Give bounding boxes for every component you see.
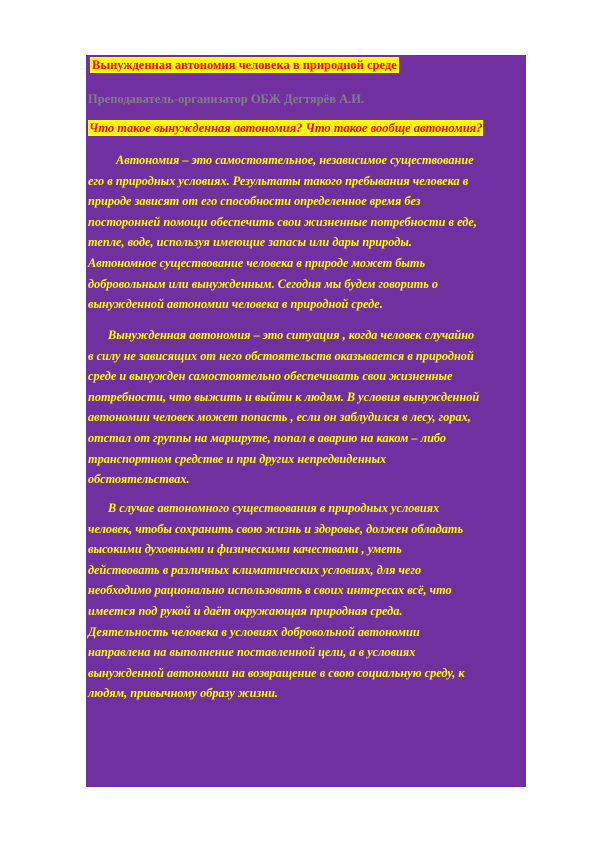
text-line: посторонней помощи обеспечить свои жизненные потребности в еде, [88, 214, 477, 229]
text-line: вынужденной автономии человека в природной среде. [88, 297, 383, 312]
text-line: тепле, воде, используя имеющие запасы или дары природы. [88, 235, 412, 250]
text-line: Автономия – это самостоятельное, независимое существование [116, 153, 474, 167]
text-line: транспортном средстве и при других непредвиденных [88, 451, 387, 466]
text-line: Деятельность человека в условиях добровольной автономии [88, 624, 420, 639]
text-line: имеется под рукой и даёт окружающая природная среда. [88, 603, 403, 618]
text-line: отстал от группы на маршруте, попал в аварию на каком – либо [88, 430, 447, 445]
paragraph-autonomy-definition [88, 150, 524, 315]
text-line: направлена на выполнение поставленной цели, а в условиях [88, 645, 416, 660]
text-line: Автономное существование человека в природе может быть [88, 255, 426, 270]
text-line: потребности, что выжить и выйти к людям. В условия вынужденной [88, 389, 480, 404]
text-line: обстоятельствах. [88, 472, 190, 487]
text-line: высокими духовными и физическими качествами , уметь [88, 542, 402, 557]
document-question: Что такое вынужденная автономия? Что такое вообще автономия? [89, 121, 483, 135]
text-line: людям, привычному образу жизни. [88, 686, 278, 701]
text-line: вынужденной автономии на возвращение в свою социальную среду, к [88, 665, 465, 680]
text-line: его в природных условиях. Результаты такого пребывания человека в [88, 173, 469, 188]
text-line: человек, чтобы сохранить свою жизнь и здоровье, должен обладать [88, 521, 464, 536]
text-line: среде и вынужден самостоятельно обеспечивать свои жизненные [88, 369, 453, 384]
text-line: автономии человек может попасть , если он заблудился в лесу, горах, [88, 410, 471, 425]
document-author: Преподаватель-организатор ОБЖ Дегтярёв А.И. [88, 92, 365, 106]
document-title: Вынужденная автономия человека в природной среде [92, 58, 397, 72]
text-line: Вынужденная автономия – это ситуация , когда человек случайно [108, 328, 475, 342]
text-line: действовать в различных климатических условиях, для чего [88, 562, 422, 577]
text-line: В случае автономного существования в природных условиях [108, 501, 440, 515]
text-line: природе зависят от его способности определенное время без [88, 194, 421, 209]
paragraph-survival-qualities [88, 498, 524, 704]
text-line: необходимо рационально использовать в своих интересах всё, что [88, 583, 452, 598]
text-line: добровольным или вынужденным. Сегодня мы будем говорить о [88, 276, 439, 291]
paragraph-forced-autonomy [88, 325, 524, 490]
text-line: в силу не зависящих от него обстоятельств оказывается в природной [88, 348, 474, 363]
